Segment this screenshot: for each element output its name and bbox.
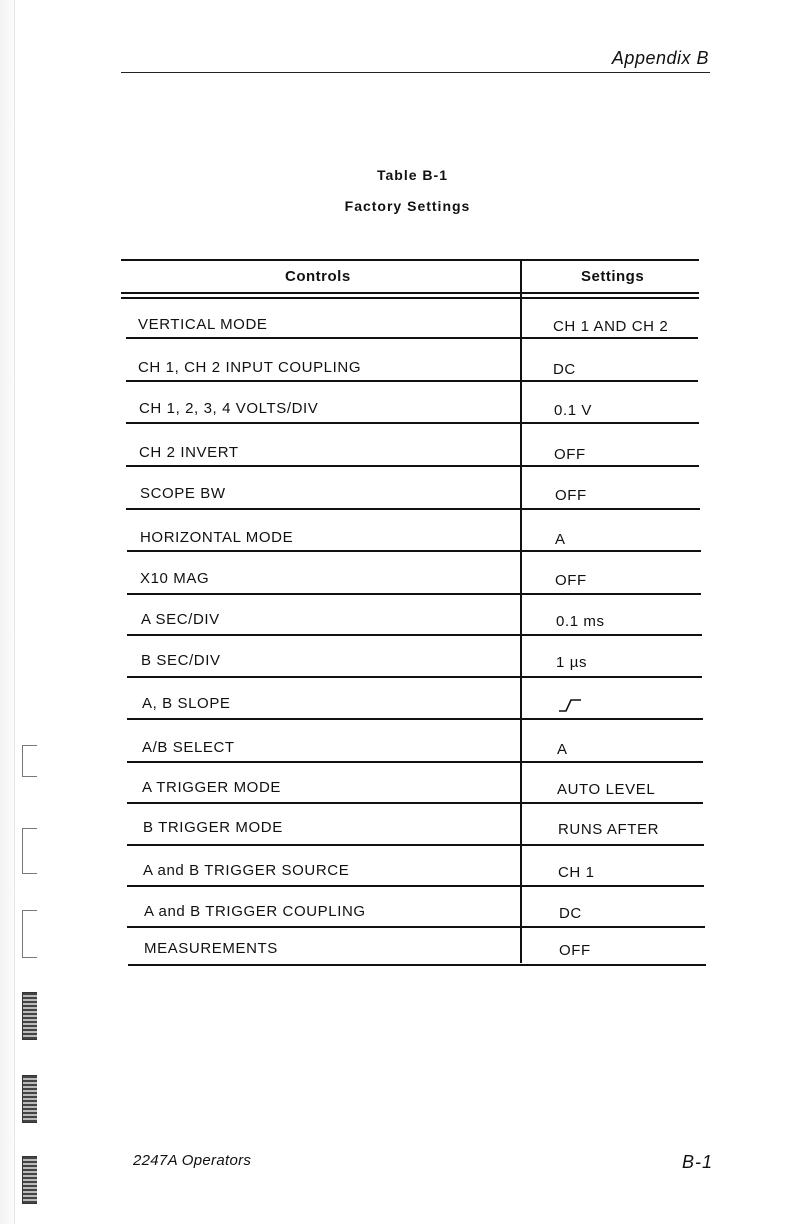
setting-cell: OFF	[555, 487, 587, 504]
control-cell: A, B SLOPE	[142, 695, 231, 712]
control-cell: HORIZONTAL MODE	[140, 529, 294, 546]
column-header-settings: Settings	[581, 268, 645, 285]
header-rule-2	[121, 297, 699, 299]
setting-cell: OFF	[554, 446, 586, 463]
control-cell: A/B SELECT	[142, 739, 235, 756]
row-rule	[126, 422, 699, 424]
row-rule	[127, 926, 705, 928]
row-rule	[127, 718, 703, 720]
row-rule	[126, 337, 698, 339]
section-tab	[22, 745, 37, 777]
row-rule	[127, 885, 704, 887]
table-title: Factory Settings	[344, 198, 471, 214]
control-cell: X10 MAG	[140, 570, 210, 587]
row-rule	[128, 964, 706, 966]
rising-slope-icon	[557, 697, 583, 715]
control-cell: CH 1, 2, 3, 4 VOLTS/DIV	[139, 400, 319, 417]
control-cell: MEASUREMENTS	[144, 940, 278, 957]
row-rule	[126, 508, 700, 510]
footer-manual-title: 2247A Operators	[133, 1152, 252, 1169]
control-cell: VERTICAL MODE	[138, 316, 268, 333]
setting-cell	[557, 697, 583, 719]
setting-cell: CH 1 AND CH 2	[553, 318, 669, 335]
control-cell: A SEC/DIV	[141, 611, 220, 628]
row-rule	[127, 634, 702, 636]
setting-cell: DC	[559, 905, 582, 922]
section-tab	[22, 1156, 37, 1204]
row-rule	[127, 550, 701, 552]
row-rule	[127, 761, 703, 763]
control-cell: SCOPE BW	[140, 485, 226, 502]
row-rule	[127, 802, 703, 804]
header-rule-1	[121, 292, 699, 294]
setting-cell: 0.1 ms	[556, 613, 605, 630]
control-cell: B TRIGGER MODE	[143, 819, 283, 836]
setting-cell: OFF	[555, 572, 587, 589]
control-cell: A TRIGGER MODE	[142, 779, 281, 796]
setting-cell: CH 1	[558, 864, 595, 881]
row-rule	[127, 593, 701, 595]
setting-cell: AUTO LEVEL	[557, 781, 656, 798]
row-rule	[126, 465, 699, 467]
control-cell: A and B TRIGGER COUPLING	[144, 903, 366, 920]
row-rule	[126, 380, 698, 382]
header-rule	[121, 72, 710, 73]
table-number: Table B-1	[377, 167, 448, 183]
row-rule	[127, 844, 704, 846]
section-tab	[22, 992, 37, 1040]
section-tab	[22, 828, 37, 874]
page-binding-edge	[0, 0, 15, 1224]
section-tab	[22, 910, 37, 958]
setting-cell: RUNS AFTER	[558, 821, 660, 838]
setting-cell: 1 µs	[556, 654, 588, 671]
section-tab	[22, 1075, 37, 1123]
control-cell: A and B TRIGGER SOURCE	[143, 862, 350, 879]
table-top-rule	[121, 259, 699, 261]
control-cell: B SEC/DIV	[141, 652, 221, 669]
setting-cell: DC	[553, 361, 576, 378]
control-cell: CH 2 INVERT	[139, 444, 239, 461]
setting-cell: A	[557, 741, 568, 758]
row-rule	[127, 676, 702, 678]
setting-cell: 0.1 V	[554, 402, 593, 419]
running-header: Appendix B	[611, 48, 709, 68]
footer-page-number: B-1	[682, 1152, 714, 1172]
setting-cell: A	[555, 531, 566, 548]
control-cell: CH 1, CH 2 INPUT COUPLING	[138, 359, 362, 376]
column-header-controls: Controls	[285, 268, 351, 285]
setting-cell: OFF	[559, 942, 591, 959]
column-divider	[520, 259, 522, 963]
